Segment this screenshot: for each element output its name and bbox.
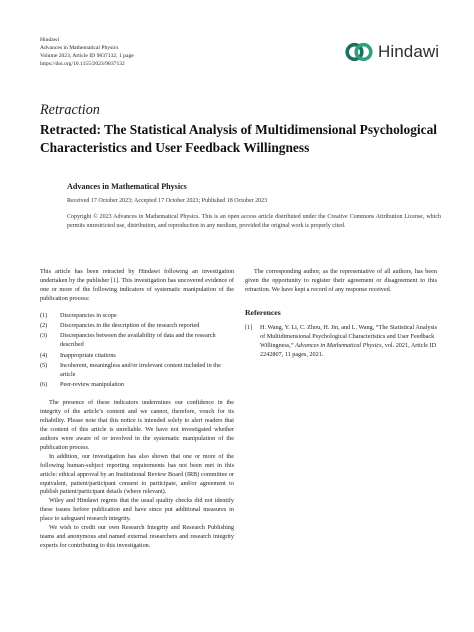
copyright-notice: Copyright © 2023 Advances in Mathematical Physics. This is an open access article distributed under the Creative Commons Attribution License, which permits unrestricted use, distribution, and reproduction in any medium, provided the original work is properly cited. <box>67 214 441 229</box>
reference-item <box>245 324 437 360</box>
reference-text: H. Wang, Y. Li, C. Zhou, H. Jin, and L. Wang, “The Statistical Analysis of Multidimensional Psychological Characteristics and User Feedback Willingness,” Advances in Mathematical Physics, vol. 2021, Article ID 2242807, 11 pages, 2021. <box>260 323 437 358</box>
doi-link[interactable]: https://doi.org/10.1155/2023/9837132 <box>40 60 125 67</box>
body-paragraph: The corresponding author, as the representative of all authors, has been given the opportunity to register their agreement or disagreement to this retraction. We have kept a record of any response received. <box>245 268 437 293</box>
volume-line: Volume 2023, Article ID 9837132, 1 page <box>40 52 134 59</box>
list-item: (3) Discrepancies between the availability of data and the research described <box>40 332 216 349</box>
publisher-name: Hindawi <box>40 37 60 43</box>
list-item: (4) Inappropriate citations <box>40 351 116 359</box>
body-paragraph: The presence of these indicators undermines our confidence in the integrity of the article’s content and we cannot, therefore, vouch for its reliability. Please note that this notice is intended solely to alert readers that the content of this article is unreliable. We have not investigated whether authors were aware of or involved in the systematic manipulation of the publication process. <box>40 398 234 451</box>
body-paragraph: We wish to credit our own Research Integrity and Research Publishing teams and anonymous and named external researchers and research integrity experts for contributing to this investigation. <box>40 524 234 550</box>
right-column <box>245 268 437 360</box>
list-item: (6) Peer-review manipulation <box>40 380 124 388</box>
journal-header <box>40 37 134 69</box>
article-type: Retraction <box>40 102 100 118</box>
intro-paragraph: This article has been retracted by Hindawi following an investigation undertaken by the publisher [1]. This investigation has uncovered evidence of one or more of the following indicators of systematic manipulation of the publication process: <box>40 268 234 302</box>
list-item: (1) Discrepancies in scope <box>40 311 117 319</box>
journal-name: Advances in Mathematical Physics <box>40 44 119 51</box>
article-dates: Received 17 October 2023; Accepted 17 October 2023; Published 18 October 2023 <box>67 198 268 204</box>
references-heading: References <box>245 307 281 317</box>
reference-journal: Advances in Mathematical Physics <box>295 341 382 349</box>
body-paragraph: Wiley and Hindawi regrets that the usual quality checks did not identify these issues before publication and have since put additional measures in place to safeguard research integrity. <box>40 497 234 523</box>
logo-wordmark: Hindawi <box>378 42 440 61</box>
reference-number: [1] <box>245 323 253 331</box>
hindawi-logo-icon <box>345 39 373 65</box>
list-item: (5) Incoherent, meaningless and/or irrelevant content included in the article <box>40 361 221 378</box>
article-title: Retracted: The Statistical Analysis of Multidimensional Psychological Characteristics and User Feedback Willingness <box>40 122 437 155</box>
hindawi-logo <box>345 39 439 65</box>
indicator-list <box>40 312 234 390</box>
list-item: (2) Discrepancies in the description of the research reported <box>40 322 200 330</box>
journal-byline: Advances in Mathematical Physics <box>67 182 187 191</box>
left-column <box>40 268 234 551</box>
body-paragraph: In addition, our investigation has also shown that one or more of the following human-subject reporting requirements has not been met in this article: ethical approval by an Institutional Review Board (IRB) committee or equivalent, patient/participant consent to participate, and/or agreement to publish patient/participant details (where relevant). <box>40 452 234 496</box>
